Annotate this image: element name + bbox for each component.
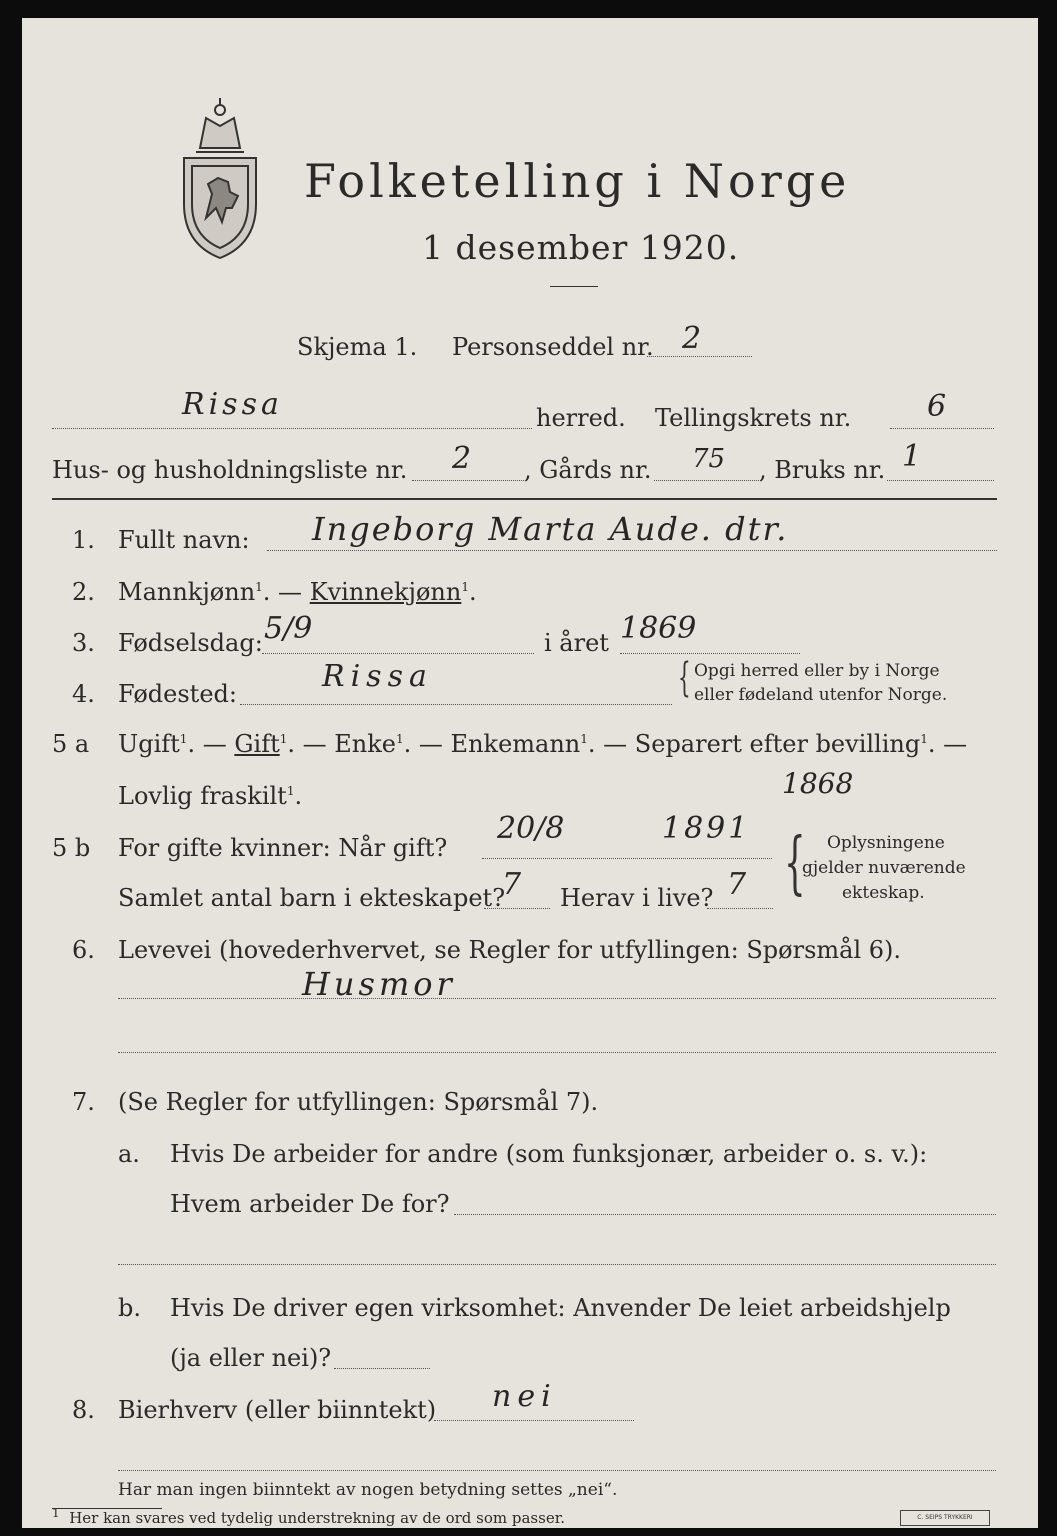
tellingskrets-value: 6: [927, 389, 947, 424]
option-lovlig-fraskilt: Lovlig fraskilt: [118, 782, 287, 810]
bruks-value: 1: [902, 439, 922, 474]
occupation-value: Husmor: [302, 965, 456, 1003]
birthday-value: 5/9: [264, 611, 313, 646]
hus-line: [412, 480, 524, 481]
footnote-mark: 1: [52, 1506, 60, 1520]
q7a-question: Hvis De arbeider for andre (som funksjonær, arbeider o. s. v.):: [170, 1140, 928, 1168]
printer-stamp: [900, 1510, 990, 1526]
skjema-label: Skjema 1.: [297, 333, 418, 361]
footnote-ref: 1: [255, 580, 263, 594]
birthplace-value: Rissa: [322, 659, 433, 694]
q5a-marital-options: Ugift$^1$. — Gift$^1$. — Enke$^1$. — Enkemann$^1$. — Separert efter bevilling$^1$. —: [118, 730, 968, 758]
footnote-ref: 1: [396, 732, 404, 746]
q4-brace: {: [678, 655, 691, 701]
q6-label: Levevei (hovederhvervet, se Regler for utfyllingen: Spørsmål 6).: [118, 936, 902, 964]
birth-year-value: 1869: [620, 611, 697, 646]
q5b-brace: {: [784, 824, 806, 903]
children-alive-value: 7: [727, 867, 747, 902]
title-divider: [550, 286, 598, 287]
hus-value: 2: [452, 441, 472, 476]
hus-label: Hus- og husholdningsliste nr.: [52, 456, 408, 484]
q5b-barn-line: [484, 908, 550, 909]
norwegian-coat-of-arms-icon: [172, 96, 268, 261]
q3-year-label: i året: [544, 629, 609, 657]
q8-line2: [118, 1470, 996, 1471]
footnote: [52, 1506, 565, 1528]
q5b-barn-label: Samlet antal barn i ekteskapet?: [118, 884, 506, 912]
header-rule: [52, 498, 997, 500]
footnote-ref: 1: [461, 580, 469, 594]
footnote-text: Her kan svares ved tydelig understrekning av de ord som passer.: [69, 1509, 565, 1527]
q5a-number: 5 a: [52, 730, 90, 758]
q7a-question-line2: Hvem arbeider De for?: [170, 1190, 450, 1218]
gards-value: 75: [692, 444, 726, 474]
gards-label: , Gårds nr.: [524, 456, 652, 484]
sex-female-option: Kvinnekjønn: [309, 578, 462, 606]
q4-number: 4.: [72, 680, 95, 708]
printer-stamp-text: C. SEIPS TRYKKERI: [917, 1514, 973, 1521]
q4-note-line1: Opgi herred eller by i Norge: [694, 661, 940, 681]
q7b-number: b.: [118, 1294, 141, 1322]
q1-number: 1.: [72, 526, 95, 554]
q5a-line2: Lovlig fraskilt$^1$.: [118, 782, 303, 810]
footnote-ref: 1: [279, 732, 288, 746]
q7b-line: [334, 1368, 430, 1369]
option-enkemann: Enkemann: [450, 730, 581, 758]
bruks-label: , Bruks nr.: [759, 456, 886, 484]
q5b-label: For gifte kvinner: Når gift?: [118, 834, 448, 862]
q5b-live-line: [707, 908, 773, 909]
footnote-ref: 1: [179, 732, 188, 746]
q6-number: 6.: [72, 936, 95, 964]
form-date: 1 desember 1920.: [422, 228, 740, 267]
footnote-ref: 1: [580, 732, 588, 746]
tellingskrets-line: [890, 428, 994, 429]
q7-number: 7.: [72, 1088, 95, 1116]
tellingskrets-label: Tellingskrets nr.: [655, 404, 852, 432]
marriage-date-value: 20/8: [497, 811, 565, 846]
q4-note-line2: eller fødeland utenfor Norge.: [694, 685, 948, 705]
form-title: Folketelling i Norge: [304, 154, 851, 208]
q7a-number: a.: [118, 1140, 140, 1168]
q5b-date-line: [482, 858, 772, 859]
q1-label: Fullt navn:: [118, 526, 250, 554]
q7b-question: Hvis De driver egen virksomhet: Anvender De leiet arbeidshjelp: [170, 1294, 951, 1322]
personseddel-line: [647, 356, 752, 357]
q6-line2: [118, 1052, 996, 1053]
option-enke: Enke: [334, 730, 396, 758]
herred-value: Rissa: [182, 387, 283, 422]
gards-line: [654, 480, 759, 481]
q5b-note-line2: gjelder nuværende: [802, 858, 966, 878]
q3-line: [262, 653, 534, 654]
q5b-note-line3: ekteskap.: [842, 883, 925, 903]
footer-note: Har man ingen biinntekt av nogen betydning settes „nei“.: [118, 1480, 618, 1500]
q4-label: Fødested:: [118, 680, 237, 708]
option-separert: Separert efter bevilling: [634, 730, 921, 758]
q3-year-line: [620, 653, 800, 654]
q6-line1: [118, 998, 996, 999]
full-name-value: Ingeborg Marta Aude. dtr.: [312, 510, 789, 548]
q7a-line2: [118, 1264, 996, 1265]
q8-number: 8.: [72, 1396, 95, 1424]
q5b-note-line1: Oplysningene: [827, 833, 945, 853]
census-form-page: [22, 18, 1038, 1528]
q7b-question-line2: (ja eller nei)?: [170, 1344, 332, 1372]
children-total-value: 7: [502, 867, 522, 902]
q5b-number: 5 b: [52, 834, 91, 862]
q3-number: 3.: [72, 629, 95, 657]
q1-line: [267, 550, 997, 551]
q2-number: 2.: [72, 578, 95, 606]
bruks-line: [887, 480, 994, 481]
option-ugift: Ugift: [118, 730, 180, 758]
q3-label: Fødselsdag:: [118, 629, 263, 657]
herred-label: herred.: [536, 404, 626, 432]
q2-sex-options: [118, 580, 477, 604]
q8-label: Bierhverv (eller biinntekt): [118, 1396, 437, 1424]
personseddel-value: 2: [682, 321, 702, 356]
sex-end: .: [468, 578, 477, 606]
sex-male-option: Mannkjønn: [118, 578, 256, 606]
side-income-value: nei: [492, 1379, 557, 1414]
option-gift: Gift: [234, 730, 280, 758]
q8-line: [434, 1420, 634, 1421]
marriage-year-correction: 1868: [782, 767, 854, 800]
q5b-live-label: Herav i live?: [560, 884, 714, 912]
personseddel-label: Personseddel nr.: [452, 333, 654, 361]
herred-line: [52, 428, 532, 429]
sex-separator: . —: [262, 578, 310, 606]
q4-line: [240, 704, 672, 705]
footnote-ref: 1: [286, 784, 295, 798]
marriage-year-value: 1891: [662, 811, 751, 846]
footnote-ref: 1: [920, 732, 928, 746]
q7a-line1: [454, 1214, 996, 1215]
q7-label: (Se Regler for utfyllingen: Spørsmål 7).: [118, 1088, 599, 1116]
